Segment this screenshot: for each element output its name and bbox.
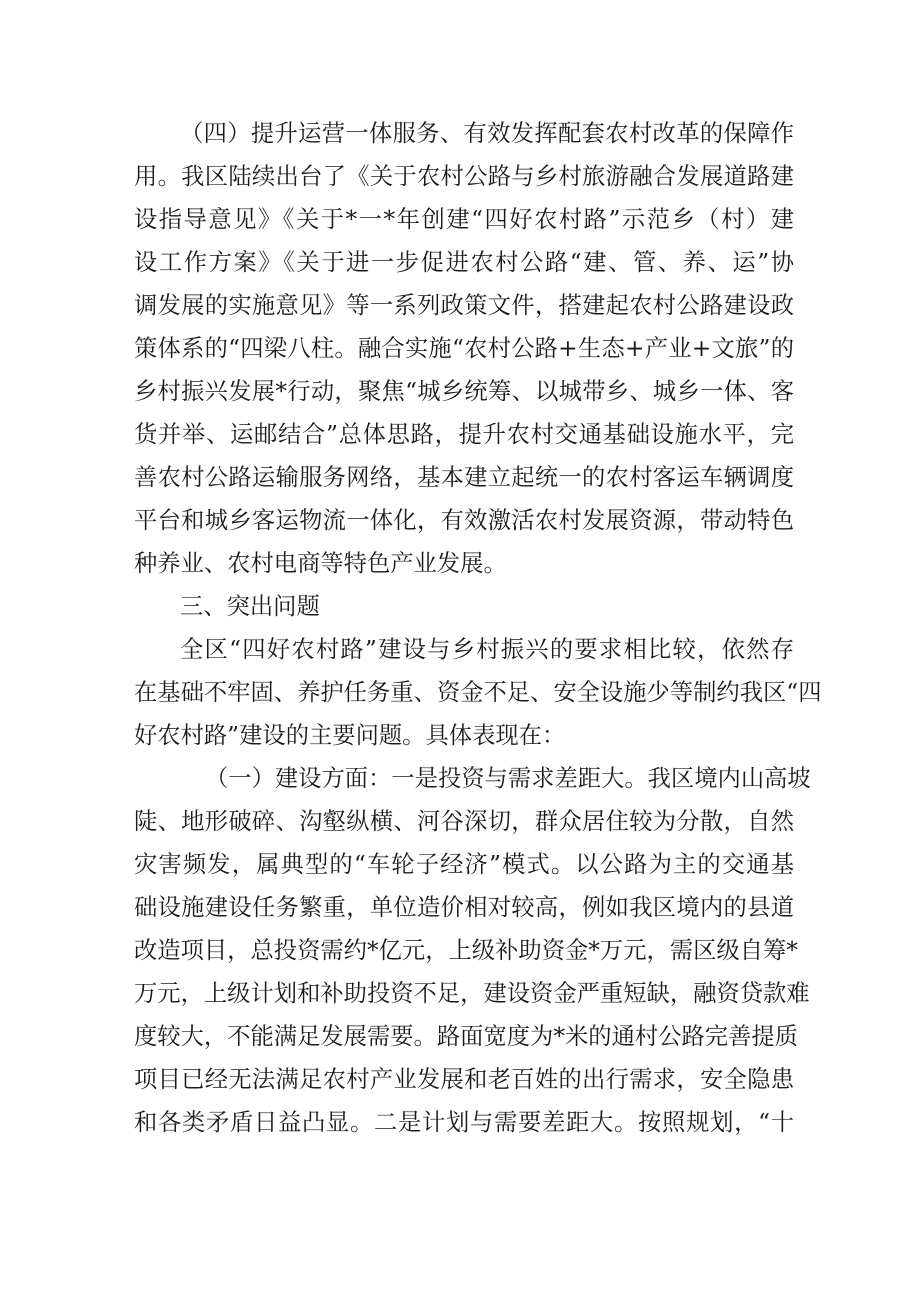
paragraph-line: 础设施建设任务繁重，单位造价相对较高，例如我区境内的县道	[134, 894, 794, 921]
paragraph-line: 改造项目，总投资需约*亿元，上级补助资金*万元，需区级自筹*	[134, 937, 798, 964]
paragraph-line: 调发展的实施意见》等一系列政策文件，搭建起农村公路建设政	[134, 292, 794, 319]
paragraph-line: 种养业、农村电商等特色产业发展。	[134, 550, 507, 577]
paragraph-line: 设指导意见》《关于*一*年创建“四好农村路”示范乡（村）建	[134, 206, 794, 233]
section-heading: 三、突出问题	[180, 593, 320, 620]
paragraph-line: 在基础不牢固、养护任务重、资金不足、安全设施少等制约我区“四	[134, 679, 822, 706]
paragraph-line: （一）建设方面：一是投资与需求差距大。我区境内山高坡	[205, 765, 811, 792]
paragraph-line: 用。我区陆续出台了《关于农村公路与乡村旅游融合发展道路建	[134, 163, 794, 190]
paragraph-line: 陡、地形破碎、沟壑纵横、河谷深切，群众居住较为分散，自然	[134, 808, 794, 835]
paragraph-line: 全区“四好农村路”建设与乡村振兴的要求相比较，依然存	[180, 636, 794, 663]
paragraph-line: 策体系的“四梁八柱。融合实施“农村公路+生态+产业+文旅”的	[134, 335, 794, 362]
paragraph-line: 善农村公路运输服务网络，基本建立起统一的农村客运车辆调度	[134, 464, 794, 491]
paragraph-line: 设工作方案》《关于进一步促进农村公路“建、管、养、运”协	[134, 249, 794, 276]
paragraph-line: 好农村路”建设的主要问题。具体表现在：	[134, 722, 566, 749]
paragraph-line: 度较大，不能满足发展需要。路面宽度为*米的通村公路完善提质	[134, 1023, 798, 1050]
paragraph-line: 灾害频发，属典型的“车轮子经济”模式。以公路为主的交通基	[134, 851, 794, 878]
paragraph-line: 万元，上级计划和补助投资不足，建设资金严重短缺，融资贷款难	[134, 980, 810, 1007]
paragraph-line: 货并举、运邮结合”总体思路，提升农村交通基础设施水平，完	[134, 421, 794, 448]
paragraph-line: 平台和城乡客运物流一体化，有效激活农村发展资源，带动特色	[134, 507, 794, 534]
paragraph-line: 和各类矛盾日益凸显。二是计划与需要差距大。按照规划，“十	[134, 1109, 794, 1136]
paragraph-line: （四）提升运营一体服务、有效发挥配套农村改革的保障作	[180, 120, 794, 147]
paragraph-line: 乡村振兴发展*行动，聚焦“城乡统筹、以城带乡、城乡一体、客	[134, 378, 794, 405]
paragraph-line: 项目已经无法满足农村产业发展和老百姓的出行需求，安全隐患	[134, 1066, 794, 1093]
